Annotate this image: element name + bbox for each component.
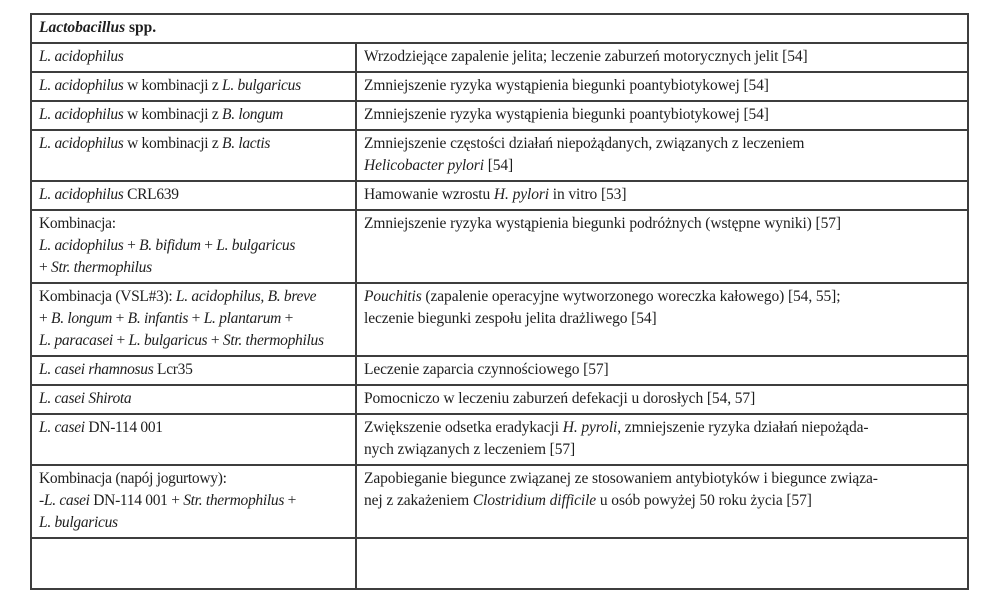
- indication-cell-empty: [356, 538, 968, 589]
- species-cell: [31, 43, 356, 72]
- table-row: [31, 130, 968, 181]
- cell-line: L. acidophilus w kombinacji z L. bulgaricus: [39, 77, 301, 94]
- species-cell: [31, 465, 356, 538]
- species-cell-empty: [31, 538, 356, 589]
- species-cell: [31, 210, 356, 283]
- table-row: [31, 356, 968, 385]
- cell-line: Kombinacja:: [39, 215, 116, 232]
- cell-line: L. acidophilus + B. bifidum + L. bulgaricus: [39, 237, 296, 254]
- table-row: [31, 43, 968, 72]
- cell-line: L. acidophilus w kombinacji z B. lactis: [39, 135, 271, 152]
- genus-header-cell: [31, 14, 968, 43]
- indication-cell: [356, 210, 968, 283]
- cell-line: Kombinacja (VSL#3): L. acidophilus, B. breve: [39, 288, 317, 305]
- cell-line: leczenie biegunki zespołu jelita drażliwego [54]: [364, 310, 657, 327]
- cell-line: Leczenie zaparcia czynnościowego [57]: [364, 361, 609, 378]
- cell-line: -L. casei DN-114 001 + Str. thermophilus +: [39, 492, 297, 509]
- cell-line: + Str. thermophilus: [39, 259, 152, 276]
- cell-line: + B. longum + B. infantis + L. plantarum +: [39, 310, 294, 327]
- indication-cell: [356, 385, 968, 414]
- cell-line: Zmniejszenie ryzyka wystąpienia biegunki poantybiotykowej [54]: [364, 77, 769, 94]
- species-cell: [31, 414, 356, 465]
- cell-line: L. acidophilus w kombinacji z B. longum: [39, 106, 284, 123]
- cell-line: Wrzodziejące zapalenie jelita; leczenie zaburzeń motorycznych jelit [54]: [364, 48, 808, 65]
- cell-line: Pouchitis (zapalenie operacyjne wytworzonego woreczka kałowego) [54, 55];: [364, 288, 841, 305]
- cell-line: Zmniejszenie częstości działań niepożądanych, związanych z leczeniem: [364, 135, 805, 152]
- table-row: [31, 465, 968, 538]
- indication-cell: [356, 465, 968, 538]
- indication-cell: [356, 414, 968, 465]
- cell-line: Lactobacillus spp.: [39, 19, 157, 36]
- indication-cell: [356, 181, 968, 210]
- species-cell: [31, 101, 356, 130]
- table-row: [31, 283, 968, 356]
- table-row: [31, 101, 968, 130]
- table-row: [31, 210, 968, 283]
- cell-line: L. casei DN-114 001: [39, 419, 163, 436]
- cell-line: Zmniejszenie ryzyka wystąpienia biegunki podróżnych (wstępne wyniki) [57]: [364, 215, 841, 232]
- cell-line: L. casei Shirota: [39, 390, 132, 407]
- cell-line: L. paracasei + L. bulgaricus + Str. thermophilus: [39, 332, 324, 349]
- cell-line: nych związanych z leczeniem [57]: [364, 441, 576, 458]
- species-cell: [31, 130, 356, 181]
- species-cell: [31, 72, 356, 101]
- cell-line: Hamowanie wzrostu H. pylori in vitro [53]: [364, 186, 627, 203]
- table-row: [31, 414, 968, 465]
- species-cell: [31, 181, 356, 210]
- cell-line: Zmniejszenie ryzyka wystąpienia biegunki poantybiotykowej [54]: [364, 106, 769, 123]
- cell-line: L. acidophilus CRL639: [39, 186, 179, 203]
- table-row: [31, 72, 968, 101]
- indication-cell: [356, 283, 968, 356]
- species-cell: [31, 385, 356, 414]
- species-cell: [31, 356, 356, 385]
- cell-line: nej z zakażeniem Clostridium difficile u osób powyżej 50 roku życia [57]: [364, 492, 812, 509]
- cell-line: L. bulgaricus: [39, 514, 118, 531]
- cell-line: L. casei rhamnosus Lcr35: [39, 361, 193, 378]
- cell-line: Zapobieganie biegunce związanej ze stosowaniem antybiotyków i biegunce związa-: [364, 470, 878, 487]
- indication-cell: [356, 72, 968, 101]
- species-cell: [31, 283, 356, 356]
- cell-line: Kombinacja (napój jogurtowy):: [39, 470, 227, 487]
- cell-line: Zwiększenie odsetka eradykacji H. pyroli, zmniejszenie ryzyka działań niepożąda-: [364, 419, 869, 436]
- indication-cell: [356, 130, 968, 181]
- probiotics-table: [30, 13, 969, 590]
- indication-cell: [356, 101, 968, 130]
- cutoff-row: [31, 538, 968, 589]
- table-row: [31, 181, 968, 210]
- probiotics-table-body: [31, 14, 968, 589]
- indication-cell: [356, 356, 968, 385]
- table-row: [31, 385, 968, 414]
- cell-line: L. acidophilus: [39, 48, 124, 65]
- cell-line: Helicobacter pylori [54]: [364, 157, 514, 174]
- cell-line: Pomocniczo w leczeniu zaburzeń defekacji u dorosłych [54, 57]: [364, 390, 756, 407]
- indication-cell: [356, 43, 968, 72]
- table-header-row: [31, 14, 968, 43]
